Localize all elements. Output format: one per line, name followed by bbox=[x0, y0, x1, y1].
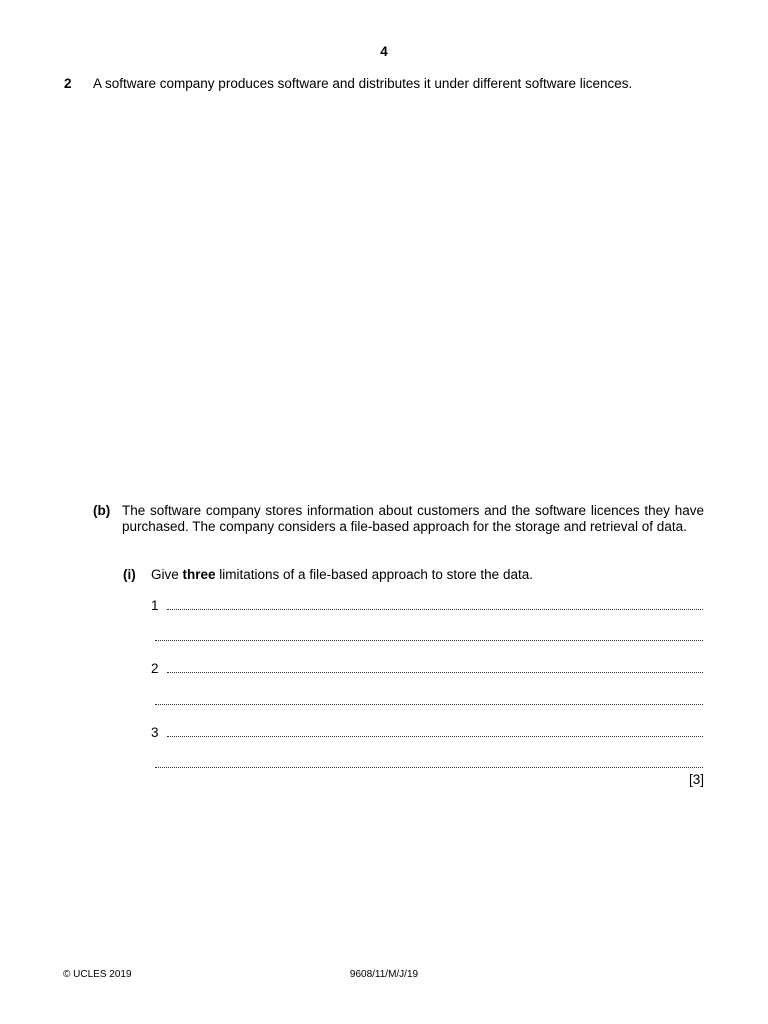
sub-part-i-text bbox=[151, 567, 533, 582]
sub-part-i-label: (i) bbox=[123, 567, 136, 582]
sub-part-i-text-start: Give bbox=[151, 567, 183, 582]
answer-line-3b[interactable] bbox=[155, 767, 703, 768]
sub-part-i-text-end: limitations of a file-based approach to store the data. bbox=[215, 567, 533, 582]
answer-number-2: 2 bbox=[151, 661, 159, 676]
question-number: 2 bbox=[64, 76, 72, 91]
answer-line-1a[interactable] bbox=[167, 609, 703, 610]
footer-copyright: © UCLES 2019 bbox=[63, 969, 132, 980]
part-b-text: The software company stores information about customers and the software licences they have purchased. The company considers a file-based approach for the storage and retrieval of data. bbox=[122, 503, 704, 534]
answer-line-2a[interactable] bbox=[167, 672, 703, 673]
page-number: 4 bbox=[380, 44, 388, 59]
part-b-label: (b) bbox=[93, 503, 111, 518]
sub-part-i-emphasis: three bbox=[182, 567, 216, 582]
footer-paper-code: 9608/11/M/J/19 bbox=[349, 969, 419, 980]
answer-number-1: 1 bbox=[151, 598, 159, 613]
answer-line-1b[interactable] bbox=[155, 640, 703, 641]
answer-line-3a[interactable] bbox=[167, 736, 703, 737]
question-stem: A software company produces software and distributes it under different software licences. bbox=[93, 76, 633, 91]
answer-number-3: 3 bbox=[151, 725, 159, 740]
marks-allocation: [3] bbox=[688, 772, 704, 787]
answer-line-2b[interactable] bbox=[155, 704, 703, 705]
